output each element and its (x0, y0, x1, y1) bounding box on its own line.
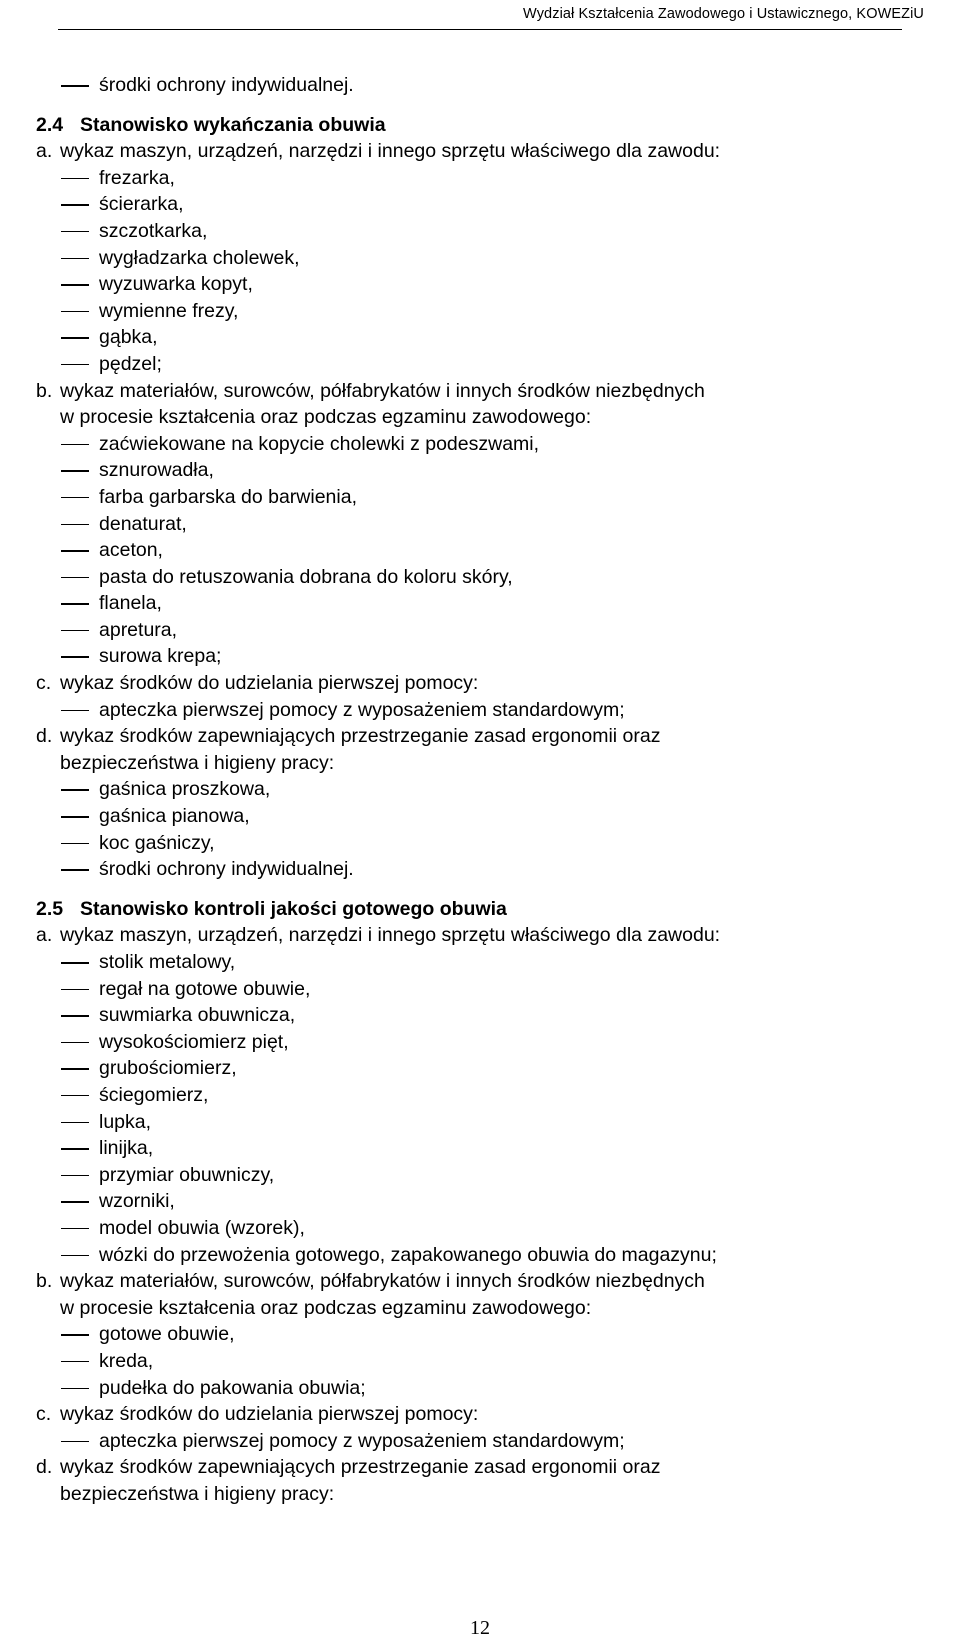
list-item-text: wzorniki, (99, 1190, 175, 1213)
dash-bullet-icon (61, 470, 89, 472)
list-item-text: wyzuwarka kopyt, (99, 273, 253, 296)
list-item (36, 1109, 920, 1136)
lettered-item (36, 723, 920, 750)
list-item-text: gaśnica proszkowa, (99, 778, 271, 801)
list-item (36, 976, 920, 1003)
list-item-text: ściegomierz, (99, 1083, 209, 1106)
list-item-text: przymiar obuwniczy, (99, 1163, 275, 1186)
section-number: 2.4 (36, 113, 64, 136)
dash-bullet-icon (61, 630, 89, 632)
dash-bullet-icon (61, 85, 89, 87)
list-item (36, 245, 920, 272)
lettered-item (36, 138, 920, 165)
lettered-item (36, 922, 920, 949)
list-item (36, 1002, 920, 1029)
list-item-text: ścierarka, (99, 193, 184, 216)
section-title: Stanowisko wykańczania obuwia (80, 113, 386, 136)
dash-bullet-icon (61, 231, 89, 233)
dash-bullet-icon (61, 603, 89, 605)
section-heading (36, 896, 920, 923)
dash-bullet-icon (61, 204, 89, 206)
list-item-text: wózki do przewożenia gotowego, zapakowanego obuwia do magazynu; (99, 1243, 717, 1266)
dash-bullet-icon (61, 843, 89, 845)
section-title: Stanowisko kontroli jakości gotowego obuwia (80, 897, 507, 920)
item-text: wykaz środków do udzielania pierwszej pomocy: (60, 1403, 479, 1426)
list-item-text: gotowe obuwie, (99, 1323, 235, 1346)
list-item-text: frezarka, (99, 166, 175, 189)
dash-bullet-icon (61, 577, 89, 579)
lettered-item (36, 1454, 920, 1481)
list-item-text: apretura, (99, 618, 178, 641)
item-text: wykaz środków do udzielania pierwszej pomocy: (60, 672, 479, 695)
dash-bullet-icon (61, 444, 89, 446)
dash-bullet-icon (61, 989, 89, 991)
list-item (36, 484, 920, 511)
list-item (36, 1428, 920, 1455)
item-continuation: w procesie kształcenia oraz podczas egzaminu zawodowego: (60, 406, 592, 429)
dash-bullet-icon (61, 284, 89, 286)
item-marker: d. (36, 725, 53, 748)
dash-bullet-icon (61, 1148, 89, 1150)
dash-bullet-icon (61, 1361, 89, 1363)
dash-bullet-icon (61, 1201, 89, 1203)
section-number: 2.5 (36, 897, 64, 920)
list-item (36, 776, 920, 803)
item-text: wykaz materiałów, surowców, półfabrykatów i innych środków niezbędnych (60, 1270, 705, 1293)
list-item-text: pędzel; (99, 352, 162, 375)
list-item (36, 1135, 920, 1162)
item-marker: c. (36, 672, 52, 695)
item-text: wykaz maszyn, urządzeń, narzędzi i innego sprzętu właściwego dla zawodu: (60, 924, 721, 947)
dash-bullet-icon (61, 1068, 89, 1070)
list-item-text: lupka, (99, 1110, 152, 1133)
dash-bullet-icon (61, 656, 89, 658)
list-item (36, 1082, 920, 1109)
dash-bullet-icon (61, 816, 89, 818)
dash-bullet-icon (61, 1334, 89, 1336)
dash-bullet-icon (61, 364, 89, 366)
list-item (36, 590, 920, 617)
dash-bullet-icon (61, 258, 89, 260)
lettered-item (36, 1401, 920, 1428)
list-item-text: suwmiarka obuwnicza, (99, 1004, 296, 1027)
list-item (36, 72, 920, 99)
list-item (36, 324, 920, 351)
list-item-text: środki ochrony indywidualnej. (99, 858, 354, 881)
list-item (36, 643, 920, 670)
list-item-text: wymienne frezy, (99, 299, 239, 322)
list-item (36, 949, 920, 976)
dash-bullet-icon (61, 1255, 89, 1257)
item-marker: d. (36, 1456, 53, 1479)
document-body (36, 72, 920, 1507)
lettered-item (36, 378, 920, 405)
item-text: wykaz materiałów, surowców, półfabrykatów i innych środków niezbędnych (60, 379, 705, 402)
dash-bullet-icon (61, 497, 89, 499)
dash-bullet-icon (61, 337, 89, 339)
list-item (36, 298, 920, 325)
item-text: wykaz środków zapewniających przestrzeganie zasad ergonomii oraz (60, 1456, 661, 1479)
item-continuation: bezpieczeństwa i higieny pracy: (60, 751, 335, 774)
dash-bullet-icon (61, 178, 89, 180)
dash-bullet-icon (61, 1228, 89, 1230)
list-item-text: wysokościomierz pięt, (99, 1030, 289, 1053)
list-item (36, 191, 920, 218)
list-item (36, 1242, 920, 1269)
dash-bullet-icon (61, 1175, 89, 1177)
list-item-text: sznurowadła, (99, 459, 214, 482)
list-item-text: grubościomierz, (99, 1057, 237, 1080)
section-heading (36, 112, 920, 139)
item-text: wykaz maszyn, urządzeń, narzędzi i innego sprzętu właściwego dla zawodu: (60, 140, 721, 163)
page-header: Wydział Kształcenia Zawodowego i Ustawicznego, KOWEZiU (523, 6, 924, 22)
list-item-text: kreda, (99, 1349, 154, 1372)
list-item (36, 271, 920, 298)
section-spacer (36, 883, 920, 896)
item-marker: a. (36, 924, 53, 947)
dash-bullet-icon (61, 710, 89, 712)
list-item (36, 457, 920, 484)
list-item (36, 537, 920, 564)
list-item (36, 218, 920, 245)
list-item-text: szczotkarka, (99, 219, 208, 242)
list-item-text: pasta do retuszowania dobrana do koloru skóry, (99, 565, 513, 588)
list-item-text: denaturat, (99, 512, 187, 535)
dash-bullet-icon (61, 1122, 89, 1124)
dash-bullet-icon (61, 789, 89, 791)
list-item-text: gaśnica pianowa, (99, 805, 250, 828)
dash-bullet-icon (61, 1015, 89, 1017)
list-item (36, 1055, 920, 1082)
list-item (36, 617, 920, 644)
list-item-text: flanela, (99, 592, 162, 615)
list-item-text: farba garbarska do barwienia, (99, 485, 357, 508)
list-item-text: apteczka pierwszej pomocy z wyposażeniem standardowym; (99, 698, 625, 721)
item-text: wykaz środków zapewniających przestrzeganie zasad ergonomii oraz (60, 725, 661, 748)
item-continuation: bezpieczeństwa i higieny pracy: (60, 1482, 335, 1505)
item-continuation: w procesie kształcenia oraz podczas egzaminu zawodowego: (60, 1296, 592, 1319)
header-rule (58, 29, 902, 30)
dash-bullet-icon (61, 1441, 89, 1443)
list-item (36, 856, 920, 883)
list-item-text: linijka, (99, 1137, 154, 1160)
list-item-text: apteczka pierwszej pomocy z wyposażeniem standardowym; (99, 1429, 625, 1452)
list-item-text: koc gaśniczy, (99, 831, 215, 854)
section-spacer (36, 99, 920, 112)
lettered-item (36, 670, 920, 697)
lettered-item (36, 1268, 920, 1295)
list-item (36, 1375, 920, 1402)
list-item-text: regał na gotowe obuwie, (99, 977, 311, 1000)
list-item (36, 351, 920, 378)
list-item-text: surowa krepa; (99, 645, 222, 668)
dash-bullet-icon (61, 1388, 89, 1390)
list-item-text: wygładzarka cholewek, (99, 246, 300, 269)
dash-bullet-icon (61, 869, 89, 871)
item-marker: b. (36, 1270, 53, 1293)
list-item (36, 1188, 920, 1215)
list-item-text: pudełka do pakowania obuwia; (99, 1376, 366, 1399)
list-item (36, 697, 920, 724)
item-marker: c. (36, 1403, 52, 1426)
list-item (36, 830, 920, 857)
item-marker: b. (36, 379, 53, 402)
list-item (36, 431, 920, 458)
dash-bullet-icon (61, 524, 89, 526)
page-number: 12 (470, 1617, 490, 1639)
dash-bullet-icon (61, 962, 89, 964)
list-item (36, 803, 920, 830)
list-item (36, 1321, 920, 1348)
list-item-text: stolik metalowy, (99, 951, 236, 973)
dash-bullet-icon (61, 1042, 89, 1044)
dash-bullet-icon (61, 311, 89, 313)
list-item (36, 1162, 920, 1189)
dash-bullet-icon (61, 550, 89, 552)
item-marker: a. (36, 140, 53, 163)
list-item (36, 1348, 920, 1375)
list-item (36, 511, 920, 538)
list-item (36, 1029, 920, 1056)
list-item-text: zaćwiekowane na kopycie cholewki z podeszwami, (99, 432, 540, 455)
dash-bullet-icon (61, 1095, 89, 1097)
list-item-text: aceton, (99, 539, 163, 562)
list-item-text: środki ochrony indywidualnej. (99, 74, 354, 96)
list-item (36, 564, 920, 591)
list-item-text: model obuwia (wzorek), (99, 1216, 305, 1239)
list-item (36, 165, 920, 192)
list-item (36, 1215, 920, 1242)
list-item-text: gąbka, (99, 326, 158, 349)
